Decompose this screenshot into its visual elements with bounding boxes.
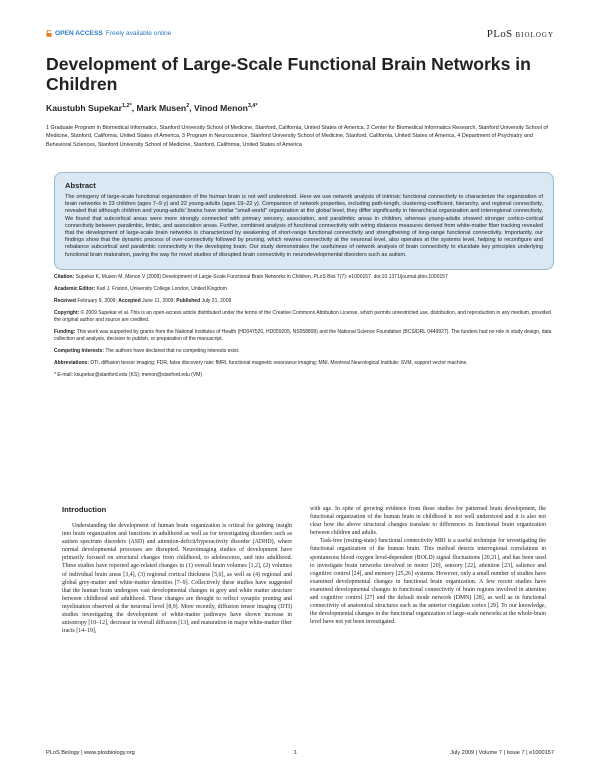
funding (54, 329, 554, 344)
abstract-text: The ontogeny of large-scale functional organization of the human brain is not well understood. Here we use network analysis of intrinsic functional connectivity to characterize the organization of brain networks in 23 children (ages 7–9 y) and 22 young-adults (ages 19–22 y). Comparison of network properties, including path-length, clustering-coefficient, hierarchy, and regional connectivity, revealed that although children and young-adults' brains have similar "small-world" organization at the global level, they differ significantly in hierarchical organization and interregional connectivity. We found that subcortical areas were more strongly connected with primary sensory, association, and paralimbic areas in children, whereas young-adults showed stronger cortico-cortical connectivity between paralimbic, limbic, and association areas. Further, combined analysis of functional connectivity with wiring distance measures derived from white-matter fiber tracking revealed that the development of large-scale brain networks is characterized by weakening of short-range functional connectivity and strengthening of long-range functional connectivity. Importantly, our findings show that the dynamic process of over-connectivity followed by pruning, which rewires connectivity at the neuronal level, also operates at the systems level, helping to reconfigure and rebalance subcortical and paralimbic connectivity in the developing brain. Our study demonstrates the usefulness of network analysis of brain connectivity to elucidate key principles underlying functional brain maturation, paving the way for novel studies of disrupted brain connectivity in neurodevelopmental disorders such as autism. (65, 194, 543, 258)
copyright (54, 310, 554, 325)
abbreviations (54, 360, 554, 367)
editor-text: Karl J. Friston, University College London, United Kingdom (96, 285, 227, 292)
dates (54, 298, 554, 305)
competing-label: Competing Interests: (54, 348, 105, 355)
accepted-date: June 11, 2009; (142, 297, 175, 304)
author-name: Vinod Menon (194, 103, 248, 113)
citation-text: Supekar K, Musen M, Menon V (2009) Development of Large-Scale Functional Brain Networks in Children. PLoS Biol 7(7): e1000157. doi:10.1371/journal.pbio.1000157 (75, 274, 448, 280)
abstract-heading: Abstract (65, 181, 96, 190)
journal-suffix: BIOLOGY (515, 31, 554, 39)
page-number: 1 (294, 750, 298, 756)
paragraph: Task-free (resting-state) functional connectivity MRI is a useful technique for investigating the functional organization of the human brain. This method detects interregional correlations in spontaneous blood oxygen level-dependent (BOLD) signal fluctuations [20,21], and has been used to investigate brain networks involved in motor [20], sensory [22], attention [23], salience and cognitive control [24], and memory [25,26] systems. However, only a small number of studies have examined developmental changes in functional brain organization. A few recent studies have examined developmental changes in functional connectivity of brain regions involved in attention and cognitive control [27] and the default mode network (DMN) [28], as well as in functional connectivity of anatomical structures such as the anterior cingulate cortex [29]. To our knowledge, the developmental changes in the functional organization of large-scale networks at the whole-brain level have not yet been investigated. (310, 538, 546, 626)
author-affiliation-marker: 1,2* (121, 103, 132, 110)
author-list: Kaustubh Supekar$^{1,2*}$, Mark Musen$^2$, Vinod Menon$^{3,4*}$ (46, 103, 258, 113)
accepted-label: Accepted (118, 297, 141, 304)
citation (54, 274, 554, 281)
body-right-column (310, 505, 546, 626)
editor-label: Academic Editor: (54, 285, 96, 292)
author-affiliation-marker: 2 (186, 103, 190, 110)
received-date: February 9, 2009; (77, 297, 117, 304)
footer-issue: July 2009 | Volume 7 | Issue 7 | e1000157 (450, 750, 554, 756)
footer-journal-site: PLoS Biology | www.plosbiology.org (46, 750, 135, 756)
paragraph: with age. In spite of growing evidence from these studies for patterned brain development, the functional organization of the human brain in childhood is not well understood and it is also not clear how the above structural changes translate to differences in functional brain organization between children and adults. (310, 506, 546, 537)
top-bar (46, 30, 554, 44)
paragraph: Understanding the development of human brain organization is critical for gaining insight into brain organization and functions in adulthood as well as for investigating disorders such as autism spectrum disorders (ASD) and attention-deficit/hyperactivity disorder (ADHD), where normal developmental processes are disrupted. Neuroimaging studies of development have primarily focused on structural changes from childhood, to adolescence, and into adulthood. These studies have reported age-related changes in (1) overall brain volumes [1,2], (2) volumes of individual brain areas [3,4], (3) regional cortical thickness [5,6], as well as (4) regional and global grey-matter and white-matter densities [7–9]. Collectively these studies have suggested that the human brain undergoes vast developmental changes in grey and white matter structure between childhood and adulthood. These changes are thought to reflect synaptic pruning and myelination observed at the neuronal level [8,9]. More recently, diffusion tensor imaging (DTI) studies investigating the development of white-matter pathways have shown increase in anisotropy [10–12], decrease in overall diffusion [13], and maturation in major white-matter fiber tracts [14–19], (62, 523, 292, 635)
article-title: Development of Large-Scale Functional Brain Networks in Children (46, 54, 531, 94)
author-name: Kaustubh Supekar (46, 103, 122, 113)
article-metadata (54, 274, 554, 384)
free-online-label: Freely available online (105, 30, 172, 37)
abbrev-text: DTI, diffusion tensor imaging; FDR, false discovery rate; fMRI, functional magnetic resonance imaging; MNI, Montreal Neurological Institute; SVM, support vector machine. (90, 359, 468, 366)
copyright-label: Copyright: (54, 309, 80, 316)
published-date: July 21, 2009 (201, 297, 232, 304)
journal-logo (487, 28, 554, 40)
funding-label: Funding: (54, 328, 76, 335)
abstract-box (54, 172, 554, 270)
open-access-banner (46, 30, 171, 37)
funding-text: This work was supported by grants from the National Institutes of Health (HD047520, HD059205, NS058899) and the National Science Foundation (BCS/DRL 0449927). The funders had no role in study design, data collection and analysis, decision to publish, or preparation of the manuscript. (54, 328, 552, 343)
published-label: Published (176, 297, 201, 304)
affiliations: 1 Graduate Program in Biomedical Informatics, Stanford University School of Medicine, Stanford, California, United States of America, 2 Center for Biomedical Informatics Research, Stanford University School of Medicine, Stanford, California, United States of America, 3 Program in Neuroscience, Stanford University School of Medicine, Stanford, California, United States of America, 4 Department of Psychiatry and Behavioral Sciences, Stanford University School of Medicine, Stanford, California, United States of America (46, 125, 548, 148)
citation-label: Citation: (54, 274, 75, 280)
author-affiliation-marker: 3,4* (247, 103, 258, 110)
page-footer (46, 750, 554, 762)
body-left-column (62, 505, 292, 635)
open-lock-icon (46, 30, 52, 37)
academic-editor (54, 286, 554, 293)
abbrev-label: Abbreviations: (54, 359, 90, 366)
received-label: Received (54, 297, 76, 304)
copyright-text: © 2009 Supekar et al. This is an open-access article distributed under the terms of the Creative Commons Attribution License, which permits unrestricted use, distribution, and reproduction in any medium, provided the original author and source are credited. (54, 309, 551, 323)
competing-text: The authors have declared that no competing interests exist. (105, 348, 240, 355)
author-name: Mark Musen (136, 103, 187, 113)
journal-name: PLoS (486, 28, 513, 40)
open-access-label: OPEN ACCESS (55, 30, 103, 37)
contact-email: * E-mail: ksupekar@stanford.edu (KS); menon@stanford.edu (VM) (54, 371, 202, 378)
introduction-heading: Introduction (62, 505, 107, 514)
competing-interests (54, 348, 554, 355)
